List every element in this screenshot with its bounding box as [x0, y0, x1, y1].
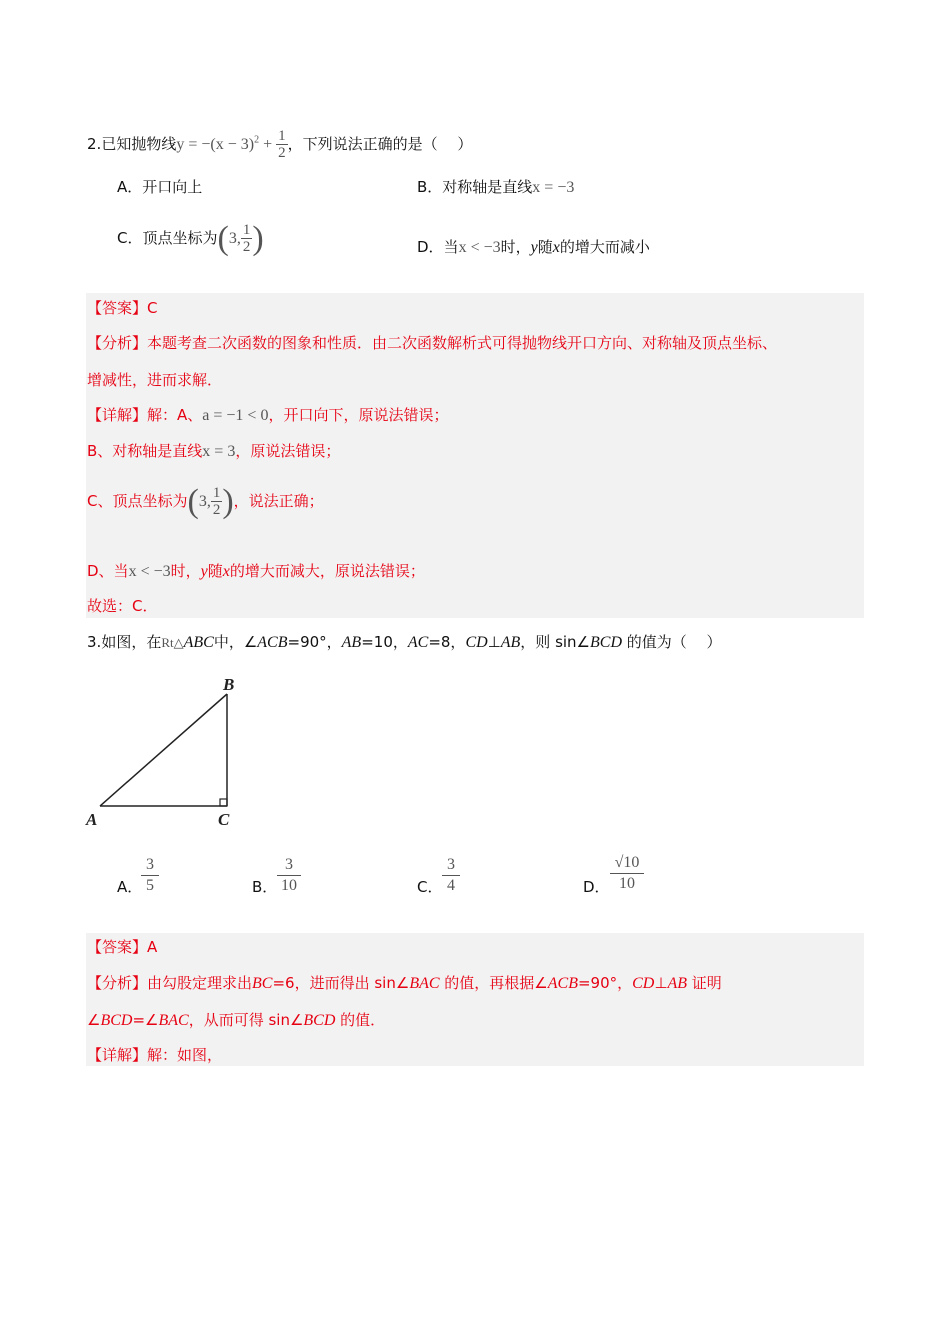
q3-option-a-label: A． [117, 878, 143, 896]
q3-analysis-line-1: 【分析】由勾股定理求出BC=6，进而得出 sin∠BAC 的值，再根据∠ACB=90°，CD⊥AB 证明 [87, 974, 722, 992]
q2-prefix: 已知抛物线 [101, 135, 177, 153]
q2-option-d: D．当x < −3时，y随x的增大而减小 [417, 238, 650, 256]
q2-suffix: ，下列说法正确的是（ ） [287, 135, 473, 153]
triangle-label-b: B [223, 675, 235, 694]
q3-option-d-fraction: √10 10 [610, 853, 644, 894]
q2-option-c-left-paren: ( [217, 219, 229, 257]
q2-option-c-fraction: $\frac{1}{2}$ [242, 222, 251, 255]
q2-detail-c: C、顶点坐标为(3, $\frac{1}{2}$ )，说法正确； [87, 482, 324, 520]
q2-option-c-right-paren: ) [252, 219, 264, 257]
q2-detail-c-right-paren: ) [222, 482, 234, 520]
q2-formula-fraction: $\frac{1}{2}$ [278, 128, 286, 161]
q2-analysis-line-1: 【分析】本题考查二次函数的图象和性质．由二次函数解析式可得抛物线开口方向、对称轴及顶点坐标、 [87, 334, 778, 352]
q3-option-b-fraction: 3 10 [277, 855, 301, 896]
q3-detail: 【详解】解：如图， [87, 1046, 223, 1064]
q2-conclusion: 故选：C． [87, 597, 158, 615]
q3-option-c-fraction: 3 4 [442, 855, 460, 896]
q3-option-b-label: B． [252, 878, 278, 896]
q3-option-a-fraction: 3 5 [141, 855, 159, 896]
q2-detail-c-fraction: $\frac{1}{2}$ [212, 485, 221, 518]
q2-formula: $y = -(x - 3)^2$ + [176, 134, 277, 153]
q3-stem: 3.如图，在Rt△ABC中，∠ACB=90°，AB=10，AC=8，CD⊥AB，则 sin∠BCD 的值为（ ） [87, 633, 722, 651]
q2-option-b: B．对称轴是直线x = −3 [417, 178, 575, 196]
right-angle-mark [220, 799, 227, 806]
q3-option-d-label: D． [583, 878, 610, 896]
q2-stem [87, 128, 472, 161]
q2-number: 2. [87, 135, 102, 153]
q3-answer: 【答案】A [87, 938, 158, 956]
q2-option-c: C．顶点坐标为(3, $\frac{1}{2}$ ) [117, 219, 264, 257]
q3-analysis-line-2: ∠BCD=∠BAC，从而可得 sin∠BCD 的值． [87, 1011, 386, 1029]
q2-analysis-line-2: 增减性，进而求解． [87, 371, 223, 389]
q3-option-c-label: C． [417, 878, 443, 896]
q2-answer: 【答案】C [87, 299, 158, 317]
q3-triangle-figure [80, 672, 250, 832]
q2-detail-a: 【详解】解：A、a = −1 < 0，开口向下，原说法错误； [87, 406, 449, 424]
triangle-side-ab [100, 694, 227, 806]
q2-option-a: A．开口向上 [117, 178, 203, 196]
triangle-label-a: A [86, 810, 98, 829]
q2-detail-c-left-paren: ( [187, 482, 199, 520]
q2-detail-b: B、对称轴是直线x = 3，原说法错误； [87, 442, 341, 460]
q2-detail-d: D、当x < −3时，y随x的增大而减大，原说法错误； [87, 562, 425, 580]
triangle-label-c: C [218, 810, 230, 829]
